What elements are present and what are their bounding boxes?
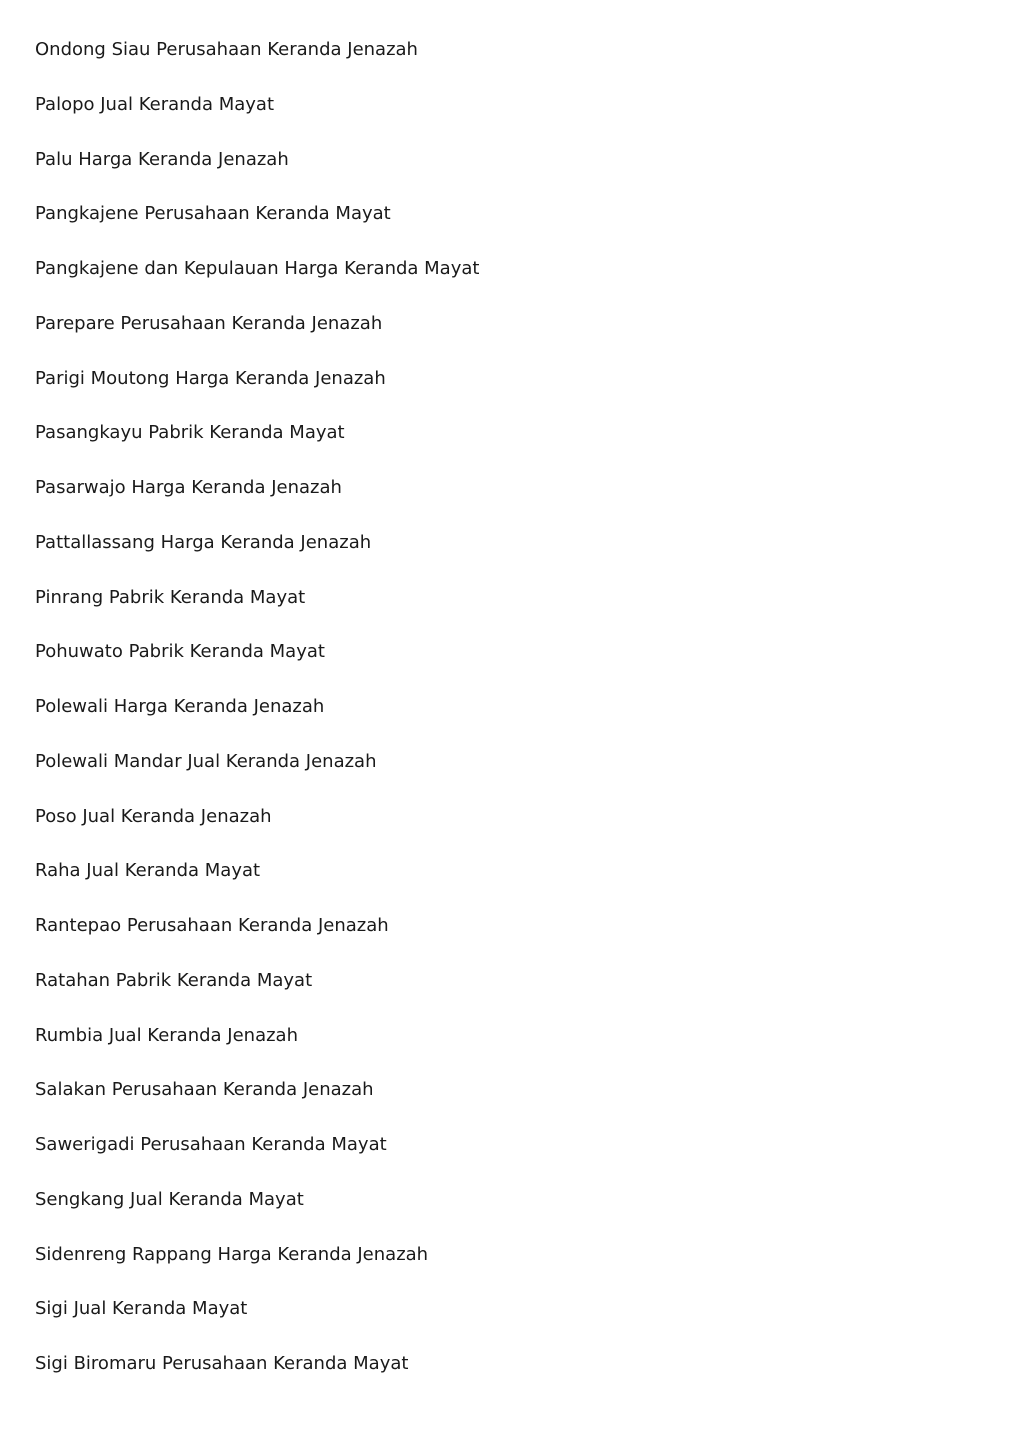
list-item — [35, 1077, 995, 1132]
list-item — [35, 475, 995, 530]
list-item — [35, 37, 995, 92]
list-item — [35, 804, 995, 859]
list-item — [35, 530, 995, 585]
list-item — [35, 420, 995, 475]
list-item-text: Polewali Mandar Jual Keranda Jenazah — [35, 750, 377, 772]
list-item — [35, 1132, 995, 1187]
list-item-text: Rantepao Perusahaan Keranda Jenazah — [35, 915, 389, 936]
list-item — [35, 256, 995, 311]
list-item-text: Polewali Harga Keranda Jenazah — [35, 696, 325, 717]
list-item-text: Pangkajene dan Kepulauan Harga Keranda Mayat — [35, 258, 480, 279]
list-item — [35, 585, 995, 640]
document-page — [35, 37, 995, 1406]
list-item-text: Sigi Biromaru Perusahaan Keranda Mayat — [35, 1353, 409, 1374]
list-item-text: Parigi Moutong Harga Keranda Jenazah — [35, 367, 386, 389]
list-item — [35, 311, 995, 366]
list-item — [35, 639, 995, 694]
list-item — [35, 201, 995, 256]
list-item — [35, 749, 995, 804]
list-item-text: Sengkang Jual Keranda Mayat — [35, 1188, 304, 1210]
list-item-text: Parepare Perusahaan Keranda Jenazah — [35, 312, 383, 334]
entry-list — [35, 37, 995, 1406]
list-item-text: Pasarwajo Harga Keranda Jenazah — [35, 477, 342, 498]
list-item-text: Ondong Siau Perusahaan Keranda Jenazah — [35, 39, 418, 60]
list-item — [35, 694, 995, 749]
list-item-text: Ratahan Pabrik Keranda Mayat — [35, 969, 313, 991]
list-item-text: Sigi Jual Keranda Mayat — [35, 1298, 248, 1320]
list-item-text: Pasangkayu Pabrik Keranda Mayat — [35, 422, 345, 444]
list-item — [35, 968, 995, 1023]
list-item — [35, 1242, 995, 1297]
list-item — [35, 1187, 995, 1242]
list-item-text: Rumbia Jual Keranda Jenazah — [35, 1024, 298, 1046]
list-item-text: Poso Jual Keranda Jenazah — [35, 805, 272, 827]
list-item-text: Pohuwato Pabrik Keranda Mayat — [35, 641, 325, 663]
list-item-text: Salakan Perusahaan Keranda Jenazah — [35, 1079, 374, 1101]
list-item-text: Pattallassang Harga Keranda Jenazah — [35, 531, 372, 553]
list-item-text: Sidenreng Rappang Harga Keranda Jenazah — [35, 1243, 429, 1265]
list-item — [35, 913, 995, 968]
list-item-text: Palopo Jual Keranda Mayat — [35, 93, 275, 115]
list-item-text: Sawerigadi Perusahaan Keranda Mayat — [35, 1134, 387, 1155]
list-item-text: Pinrang Pabrik Keranda Mayat — [35, 586, 306, 608]
list-item — [35, 92, 995, 147]
list-item-text: Raha Jual Keranda Mayat — [35, 860, 261, 882]
list-item — [35, 1351, 995, 1406]
list-item — [35, 366, 995, 421]
list-item — [35, 147, 995, 202]
list-item — [35, 1023, 995, 1078]
list-item-text: Pangkajene Perusahaan Keranda Mayat — [35, 203, 391, 225]
list-item-text: Palu Harga Keranda Jenazah — [35, 148, 289, 170]
list-item — [35, 858, 995, 913]
list-item — [35, 1296, 995, 1351]
